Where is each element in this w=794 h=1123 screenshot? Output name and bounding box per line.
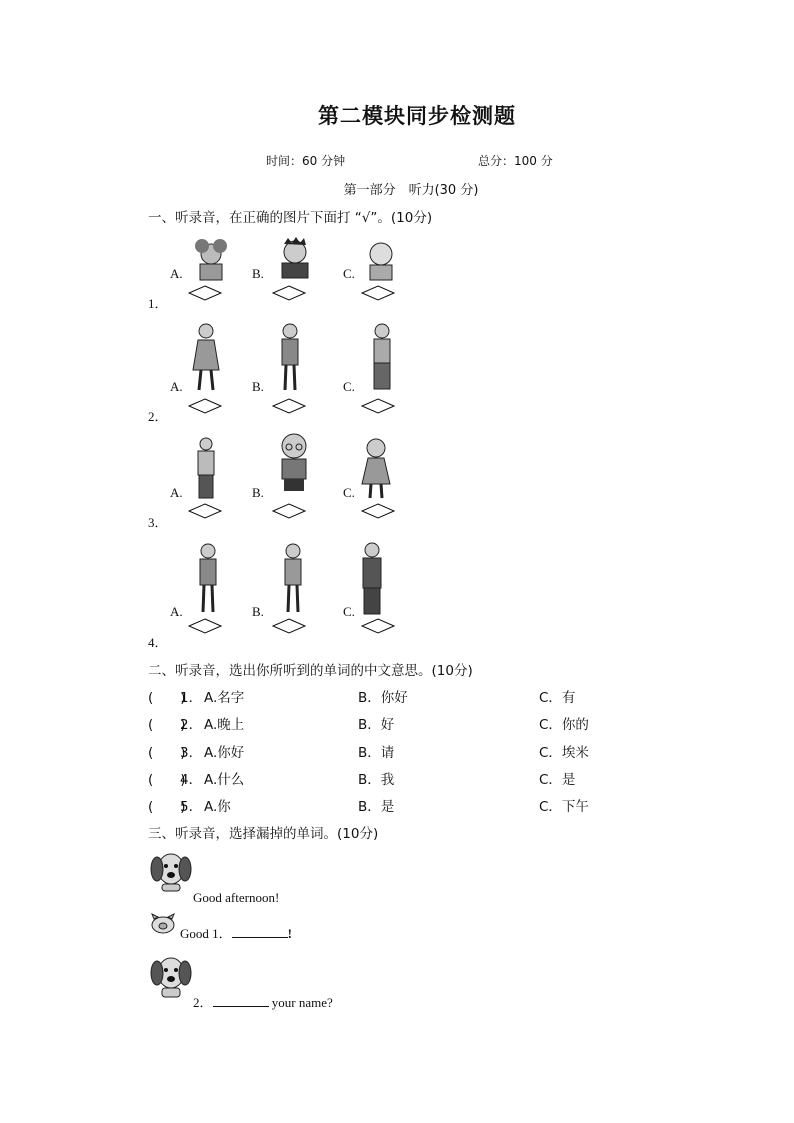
- option-a-label: A.: [170, 604, 183, 619]
- girl-with-bag-picture: [272, 322, 308, 394]
- option-a: A.名字: [204, 690, 245, 706]
- page-title: 第二模块同步检测题: [318, 104, 516, 128]
- option-c: C．你的: [539, 717, 589, 733]
- girl-with-bag-picture: [190, 542, 226, 616]
- option-b: B．请: [358, 745, 395, 761]
- answer-diamond[interactable]: [361, 503, 395, 519]
- man-picture: [188, 436, 224, 500]
- option-c: C．下午: [539, 799, 589, 815]
- part-heading: 第一部分 听力(30 分): [343, 183, 479, 198]
- girl-head-picture: [188, 236, 234, 282]
- question-number: 4．: [148, 635, 168, 650]
- section2-heading: 二、听录音，选出你所听到的单词的中文意思。(10分): [148, 663, 473, 679]
- option-a: A.你: [204, 799, 231, 815]
- boy-head-picture: [272, 234, 318, 280]
- line-suffix: your name?: [271, 995, 333, 1010]
- option-b: B．是: [358, 799, 395, 815]
- dog-icon: [148, 847, 194, 893]
- option-a: A.晚上: [204, 717, 245, 733]
- item-number: 3．: [180, 745, 203, 761]
- answer-paren[interactable]: ( ): [148, 690, 186, 706]
- answer-diamond[interactable]: [188, 618, 222, 634]
- option-b-label: B.: [252, 485, 264, 500]
- answer-diamond[interactable]: [361, 285, 395, 301]
- option-c-label: C.: [343, 485, 355, 500]
- answer-diamond[interactable]: [272, 398, 306, 414]
- girl-standing-picture: [276, 542, 310, 616]
- time-limit: 时间：60 分钟: [266, 154, 346, 168]
- dialogue-line-2: [180, 923, 292, 942]
- answer-diamond[interactable]: [272, 618, 306, 634]
- option-b-label: B.: [252, 266, 264, 281]
- option-c-label: C.: [343, 379, 355, 394]
- option-c: C．是: [539, 772, 576, 788]
- dog-icon: [148, 951, 194, 1001]
- answer-diamond[interactable]: [272, 503, 306, 519]
- line-prefix: 2．: [193, 995, 213, 1010]
- blank-2[interactable]: [213, 994, 269, 1007]
- answer-diamond[interactable]: [188, 398, 222, 414]
- pig-icon: [148, 913, 178, 935]
- answer-paren[interactable]: ( ): [148, 772, 186, 788]
- option-b: B．你好: [358, 690, 408, 706]
- answer-diamond[interactable]: [188, 503, 222, 519]
- dialogue-line-3: [193, 992, 333, 1011]
- option-a-label: A.: [170, 485, 183, 500]
- girl-waving-picture: [356, 436, 396, 500]
- option-c: C．有: [539, 690, 576, 706]
- section1-heading: 一、听录音，在正确的图片下面打 “√”。(10分): [148, 210, 433, 226]
- answer-diamond[interactable]: [361, 398, 395, 414]
- blank-1[interactable]: [232, 925, 288, 938]
- option-c-label: C.: [343, 266, 355, 281]
- option-b: B．我: [358, 772, 395, 788]
- item-number: 4．: [180, 772, 203, 788]
- section3-heading: 三、听录音，选择漏掉的单词。(10分): [148, 826, 379, 842]
- answer-paren[interactable]: ( ): [148, 799, 186, 815]
- item-number: 5．: [180, 799, 203, 815]
- grandpa-head-picture: [358, 236, 404, 282]
- option-c: C．埃米: [539, 745, 589, 761]
- question-number: 2．: [148, 409, 168, 424]
- question-number: 1．: [148, 296, 168, 311]
- option-a-label: A.: [170, 266, 183, 281]
- girl-in-dress-picture: [186, 322, 226, 394]
- answer-diamond[interactable]: [188, 285, 222, 301]
- option-a: A.什么: [204, 772, 245, 788]
- man-in-suit-picture: [358, 542, 386, 616]
- item-number: 2．: [180, 717, 203, 733]
- answer-paren[interactable]: ( ): [148, 745, 186, 761]
- option-c-label: C.: [343, 604, 355, 619]
- option-b: B．好: [358, 717, 395, 733]
- total-score: 总分：100 分: [478, 154, 553, 168]
- boy-with-glasses-picture: [272, 432, 316, 500]
- option-a: A.你好: [204, 745, 245, 761]
- boy-standing-picture: [364, 322, 400, 394]
- question-number: 3．: [148, 515, 168, 530]
- line-prefix: Good 1．: [180, 926, 232, 941]
- answer-diamond[interactable]: [272, 285, 306, 301]
- dialogue-line-1: Good afternoon!: [193, 890, 280, 905]
- item-number: 1．: [180, 690, 203, 706]
- option-b-label: B.: [252, 379, 264, 394]
- option-a-label: A.: [170, 379, 183, 394]
- answer-paren[interactable]: ( ): [148, 717, 186, 733]
- answer-diamond[interactable]: [361, 618, 395, 634]
- line-suffix: !: [287, 926, 292, 941]
- option-b-label: B.: [252, 604, 264, 619]
